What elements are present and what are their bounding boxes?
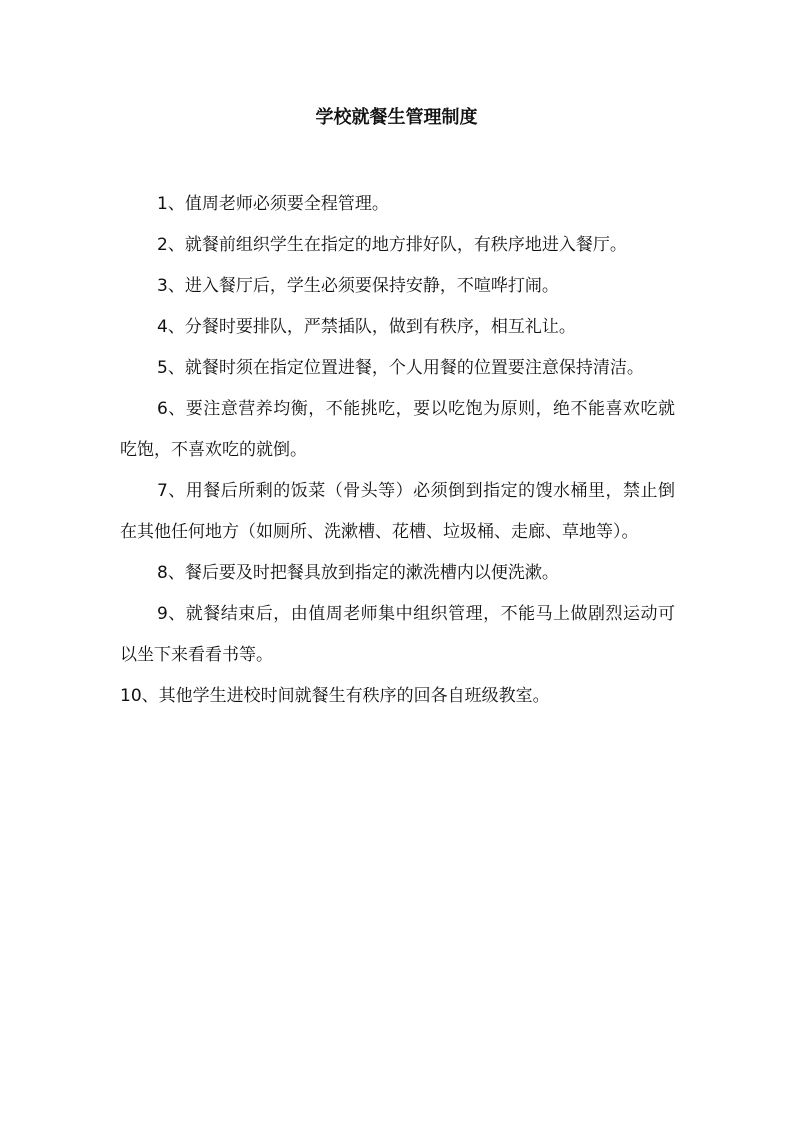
rule-item-7: 7、用餐后所剩的饭菜（骨头等）必须倒到指定的馊水桶里，禁止倒在其他任何地方（如厕所、洗漱槽、花槽、垃圾桶、走廊、草地等）。 bbox=[120, 481, 675, 542]
rule-item-3: 3、进入餐厅后，学生必须要保持安静，不喧哗打闹。 bbox=[157, 276, 559, 296]
rule-item-4: 4、分餐时要排队，严禁插队，做到有秩序，相互礼让。 bbox=[157, 317, 576, 337]
rule-item-5: 5、就餐时须在指定位置进餐，个人用餐的位置要注意保持清洁。 bbox=[157, 358, 644, 378]
rule-item-6: 6、要注意营养均衡，不能挑吃，要以吃饱为原则，绝不能喜欢吃就吃饱，不喜欢吃的就倒。 bbox=[120, 399, 675, 460]
rule-item-10: 10、其他学生进校时间就餐生有秩序的回各自班级教室。 bbox=[120, 686, 550, 706]
document-title: 学校就餐生管理制度 bbox=[315, 107, 478, 128]
rule-item-2: 2、就餐前组织学生在指定的地方排好队，有秩序地进入餐厅。 bbox=[157, 235, 627, 255]
rules-list bbox=[120, 184, 675, 717]
rule-item-8: 8、餐后要及时把餐具放到指定的漱洗槽内以便洗漱。 bbox=[157, 563, 559, 583]
rule-item-1: 1、值周老师必须要全程管理。 bbox=[157, 194, 389, 214]
rule-item-9: 9、就餐结束后，由值周老师集中组织管理，不能马上做剧烈运动可以坐下来看看书等。 bbox=[120, 604, 675, 665]
